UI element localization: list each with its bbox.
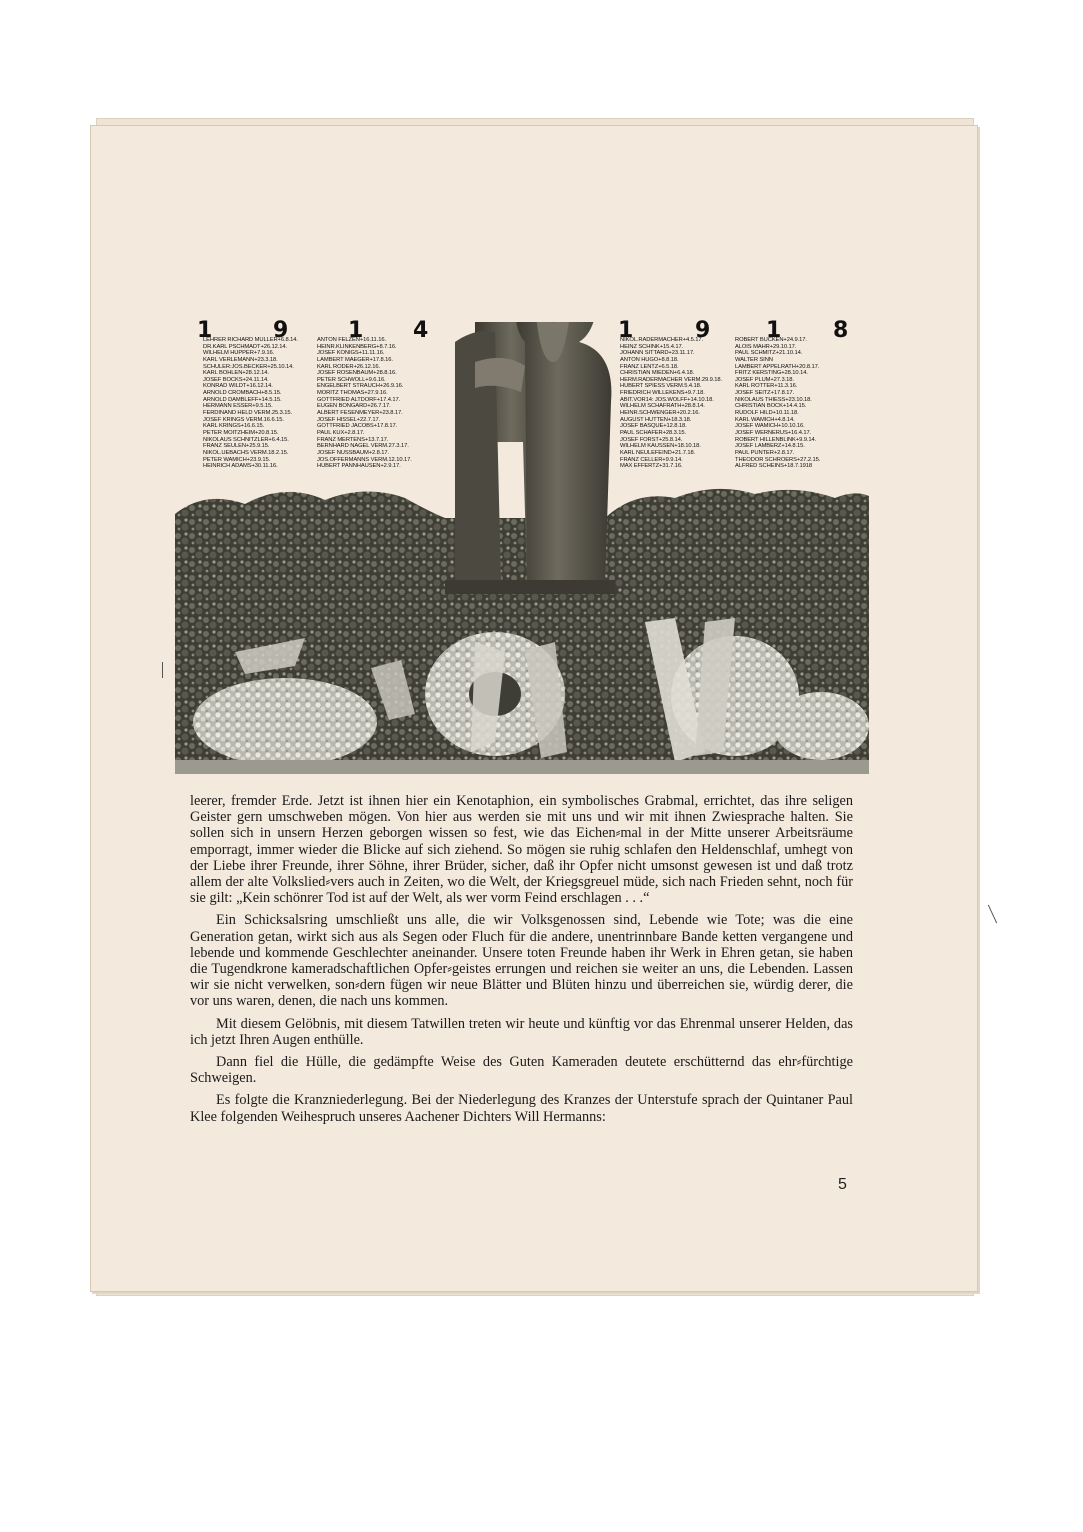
- name-entry: PAUL PÜNTER+2.8.17.: [735, 449, 795, 456]
- name-entry: CHRISTIAN BOCK+14.4.15.: [735, 403, 807, 410]
- year-digit: 9: [273, 318, 289, 343]
- name-entry: PAUL KUX+2.8.17.: [317, 429, 365, 436]
- name-entry: MAX EFFERTZ+31.7.16.: [620, 463, 683, 470]
- memorial-photo: [175, 318, 869, 774]
- name-entry: FRANZ SEULEN+25.9.15.: [203, 443, 270, 450]
- name-entry: WILHELM KAUSSEN+18.10.18.: [620, 443, 701, 450]
- name-entry: FERDINAND HELD VERM.25.3.15.: [203, 410, 293, 417]
- name-entry: NIKOL.UEBACHS VERM.18.2.15.: [203, 449, 289, 456]
- name-entry: HEINZ SCHINK+15.4.17.: [620, 343, 684, 350]
- name-entry: KONRAD WILDT+16.12.14.: [203, 383, 273, 390]
- name-entry: MORITZ THOMAS+27.9.16.: [317, 390, 388, 397]
- name-entry: FRANZ LENTZ+6.5.18.: [620, 363, 679, 370]
- name-entry: KARL BÖHLEN+28.12.14.: [203, 370, 269, 377]
- name-entry: NIKOLAUS SCHNITZLER+6.4.15.: [203, 436, 289, 443]
- name-entry: FRANZ MERTENS+13.7.17.: [317, 436, 389, 443]
- name-entry: BERNHARD NAGEL VERM.27.3.17.: [317, 443, 409, 450]
- name-entry: JOSEF BOCKS+24.11.14.: [203, 376, 269, 383]
- name-entry: WALTER SINN: [735, 356, 773, 363]
- name-entry: PAUL SCHÄFER+28.3.15.: [620, 429, 687, 436]
- names-column-4: [735, 337, 820, 470]
- name-entry: AUGUST HUTTEN+18.3.18.: [620, 416, 692, 423]
- name-entry: ARNOLD DAMBLEFF+14.5.15.: [203, 396, 282, 403]
- name-entry: FRITZ KERSTING+28.10.14.: [735, 370, 808, 377]
- name-entry: JOSEF HISSEL+22.7.17.: [317, 416, 381, 423]
- name-entry: HEINR.KLINKENBERG+8.7.16.: [317, 343, 397, 350]
- name-entry: GOTTFRIED ALTDORF+17.4.17.: [317, 396, 401, 403]
- name-entry: ENGELBERT STRAUCH+26.9.16.: [317, 383, 404, 390]
- name-entry: HUBERT PANNHAUSEN+2.9.17.: [317, 463, 401, 470]
- name-entry: ALOIS MAHR+29.10.17.: [735, 343, 797, 350]
- margin-mark: [988, 905, 997, 924]
- body-text: [190, 793, 853, 1131]
- name-entry: ROBERT HILLENBLINK+9.9.14.: [735, 436, 817, 443]
- paragraph: Es folgte die Kranzniederlegung. Bei der Niederlegung des Kranzes der Unterstufe sprach der Quintaner Paul Klee folgenden Weihespruch unseres Aachener Dichters Will Hermanns:: [190, 1092, 853, 1125]
- name-entry: HERM.RADERMACHER VERM.29.9.18.: [620, 376, 723, 383]
- name-entry: FRANZ CELLER+9.9.14.: [620, 456, 683, 463]
- name-entry: ARNOLD CROMBACH+8.5.15.: [203, 390, 282, 397]
- name-entry: KARL KRINGS+16.6.15.: [203, 423, 265, 430]
- name-entry: DR.KARL PSCHMADT+26.12.14.: [203, 343, 288, 350]
- names-column-1: [203, 337, 298, 470]
- year-digit: 1: [766, 318, 782, 343]
- names-column-3: [620, 337, 722, 470]
- name-entry: ANTON HUGO+8.8.18.: [620, 356, 679, 363]
- name-entry: JOS.OFFERMANNS VERM.12.10.17.: [317, 456, 412, 463]
- name-entry: ANTON FELZEN+16.11.16.: [317, 337, 386, 343]
- name-entry: CHRISTIAN MIEDEN+6.4.18.: [620, 370, 695, 377]
- name-entry: EUGEN BONGARD+26.7.17.: [317, 403, 391, 410]
- name-entry: NIKOL.RADERMACHER+4.5.17.: [620, 337, 704, 343]
- name-entry: JOSEF PLUM+27.3.18.: [735, 376, 794, 383]
- name-entry: THEODOR SCHROERS+27.2.15.: [735, 456, 821, 463]
- paragraph: Dann fiel die Hülle, die gedämpfte Weise des Guten Kameraden deutete erschütternd das ehr⸗fürchtige Schweigen.: [190, 1054, 853, 1087]
- name-entry: ALBERT FESENMEYER+23.8.17.: [317, 410, 403, 417]
- name-entry: LEHRER RICHARD MÜLLER+6.8.14.: [203, 337, 298, 343]
- name-entry: WILHELM HÜPPER+7.9.16.: [203, 350, 275, 357]
- name-entry: JOSEF FORST+25.8.14.: [620, 436, 683, 443]
- name-entry: KARL WAMICH+4.8.14.: [735, 416, 795, 423]
- name-entry: PETER SCHWOLL+9.6.16.: [317, 376, 386, 383]
- name-entry: HEINRICH ADAMS+30.11.16.: [203, 463, 278, 470]
- year-digit: 4: [413, 318, 429, 343]
- name-entry: RUDOLF HILD+10.11.18.: [735, 410, 799, 417]
- names-column-2: [317, 337, 412, 470]
- name-entry: JOHANN SITTARD+23.11.17.: [620, 350, 695, 357]
- name-entry: ABIT.VOR14: JOS.WOLFF+14.10.18.: [620, 396, 714, 403]
- name-entry: KARL ROTTER+11.3.16.: [735, 383, 798, 390]
- name-entry: HERMANN ESSER+9.5.15.: [203, 403, 273, 410]
- name-entry: PAUL SCHMITZ+21.10.14.: [735, 350, 803, 357]
- year-digit: 1: [348, 318, 364, 343]
- name-entry: HUBERT SPIESS VERM.5.4.18.: [620, 383, 702, 390]
- name-entry: JOSEF BASQUE+12.8.18.: [620, 423, 687, 430]
- name-entry: KARL VERLEMANN+23.3.18.: [203, 356, 278, 363]
- name-entry: JOSEF SEITZ+17.8.17.: [735, 390, 795, 397]
- name-entry: HEINR.SCHWENGER+20.2.16.: [620, 410, 700, 417]
- name-entry: WILHELM SCHAFRATH+28.8.14.: [620, 403, 705, 410]
- name-entry: JOSEF ROSENBAUM+28.8.16.: [317, 370, 397, 377]
- name-entry: KARL NEULEFEIND+21.7.18.: [620, 449, 696, 456]
- margin-mark: [162, 662, 163, 678]
- name-entry: FRIEDRICH WILLEKENS+9.7.18.: [620, 390, 705, 397]
- name-entry: JOSEF WAMICH+10.10.16.: [735, 423, 805, 430]
- year-digit: 1: [618, 318, 634, 343]
- name-entry: JOSEF LAMBERZ+14.8.15.: [735, 443, 805, 450]
- year-digit: 8: [833, 318, 849, 343]
- year-digit: 9: [695, 318, 711, 343]
- year-digit: 1: [197, 318, 213, 343]
- name-entry: LAMBERT MAEGER+17.8.16.: [317, 356, 393, 363]
- name-entry: JOSEF KONIGS+11.11.16.: [317, 350, 385, 357]
- name-entry: PETER MOITZHEIM+20.8.15.: [203, 429, 279, 436]
- name-entry: ROBERT BÜCKEN+24.9.17.: [735, 337, 807, 343]
- statue: [445, 322, 615, 594]
- name-entry: JOSEF NUSSBAUM+2.8.17.: [317, 449, 390, 456]
- name-entry: KARL RODER+26.12.16.: [317, 363, 381, 370]
- name-entry: GOTTFRIED JACOBS+17.8.17.: [317, 423, 398, 430]
- name-entry: NIKOLAUS THIESS+23.10.18.: [735, 396, 812, 403]
- name-entry: JOSEF WERNERUS+16.4.17.: [735, 429, 812, 436]
- name-entry: PETER WAMICH+23.9.15.: [203, 456, 271, 463]
- paragraph: Mit diesem Gelöbnis, mit diesem Tatwillen treten wir heute und künftig vor das Ehrenmal unserer Helden, das ich jetzt Ihren Augen enthülle.: [190, 1015, 853, 1048]
- name-entry: ALFRED SCHEINS+18.7.1918: [735, 463, 813, 470]
- name-entry: JOSEF KRINGS VERM.16.6.15.: [203, 416, 284, 423]
- name-entry: LAMBERT APPELRATH+20.8.17.: [735, 363, 820, 370]
- paragraph: leerer, fremder Erde. Jetzt ist ihnen hier ein Kenotaphion, ein symbolisches Grabmal, errichtet, das ihre seligen Geister gern umschweben mögen. Von hier aus werden sie mit uns und wir mit ihnen Zwiesprache halten. Sie sollen sich in unsern Herzen geborgen wissen so fest, wie das Eichen⸗mal in der Mitte unserer Arbeitsräume emporragt, immer wieder die Blicke auf sich ziehend. So mögen sie ruhig schlafen den Heldenschlaf, umhegt von der Liebe ihrer Freunde, ihrer Söhne, ihrer Brüder, sicher, daß ihr Opfer nicht umsonst gewesen ist und daß trotz allem der alte Volkslied⸗vers auch in Zeiten, wo die Welt, der Kriegsgreuel müde, sich nach Frieden sehnt, noch für sie gilt: „Kein schönrer Tod ist auf der Welt, als wer vorm Feind erschlagen . . .“: [190, 793, 853, 907]
- name-entry: SCHÜLER:JOS.BECKER+25.10.14.: [203, 363, 294, 370]
- page-number: 5: [838, 1176, 847, 1193]
- paragraph: Ein Schicksalsring umschließt uns alle, die wir Volksgenossen sind, Lebende wie Tote; was die eine Generation getan, wirkt sich aus als Segen oder Fluch für die andere, unentrinnbare Bande ketten vergangene und lebende und kommende Geschlechter aneinander. Unsere toten Freunde haben ihr Werk in Ehren getan, sie haben die Tugendkrone kameradschaftlichen Opfer⸗geistes errungen und reichen sie weiter an uns, die Lebenden. Lassen wir sie nicht verwelken, son⸗dern fügen wir neue Blätter und Blüten hinzu und überreichen sie, würdig derer, die vor uns waren, denen, die nach uns kommen.: [190, 912, 853, 1010]
